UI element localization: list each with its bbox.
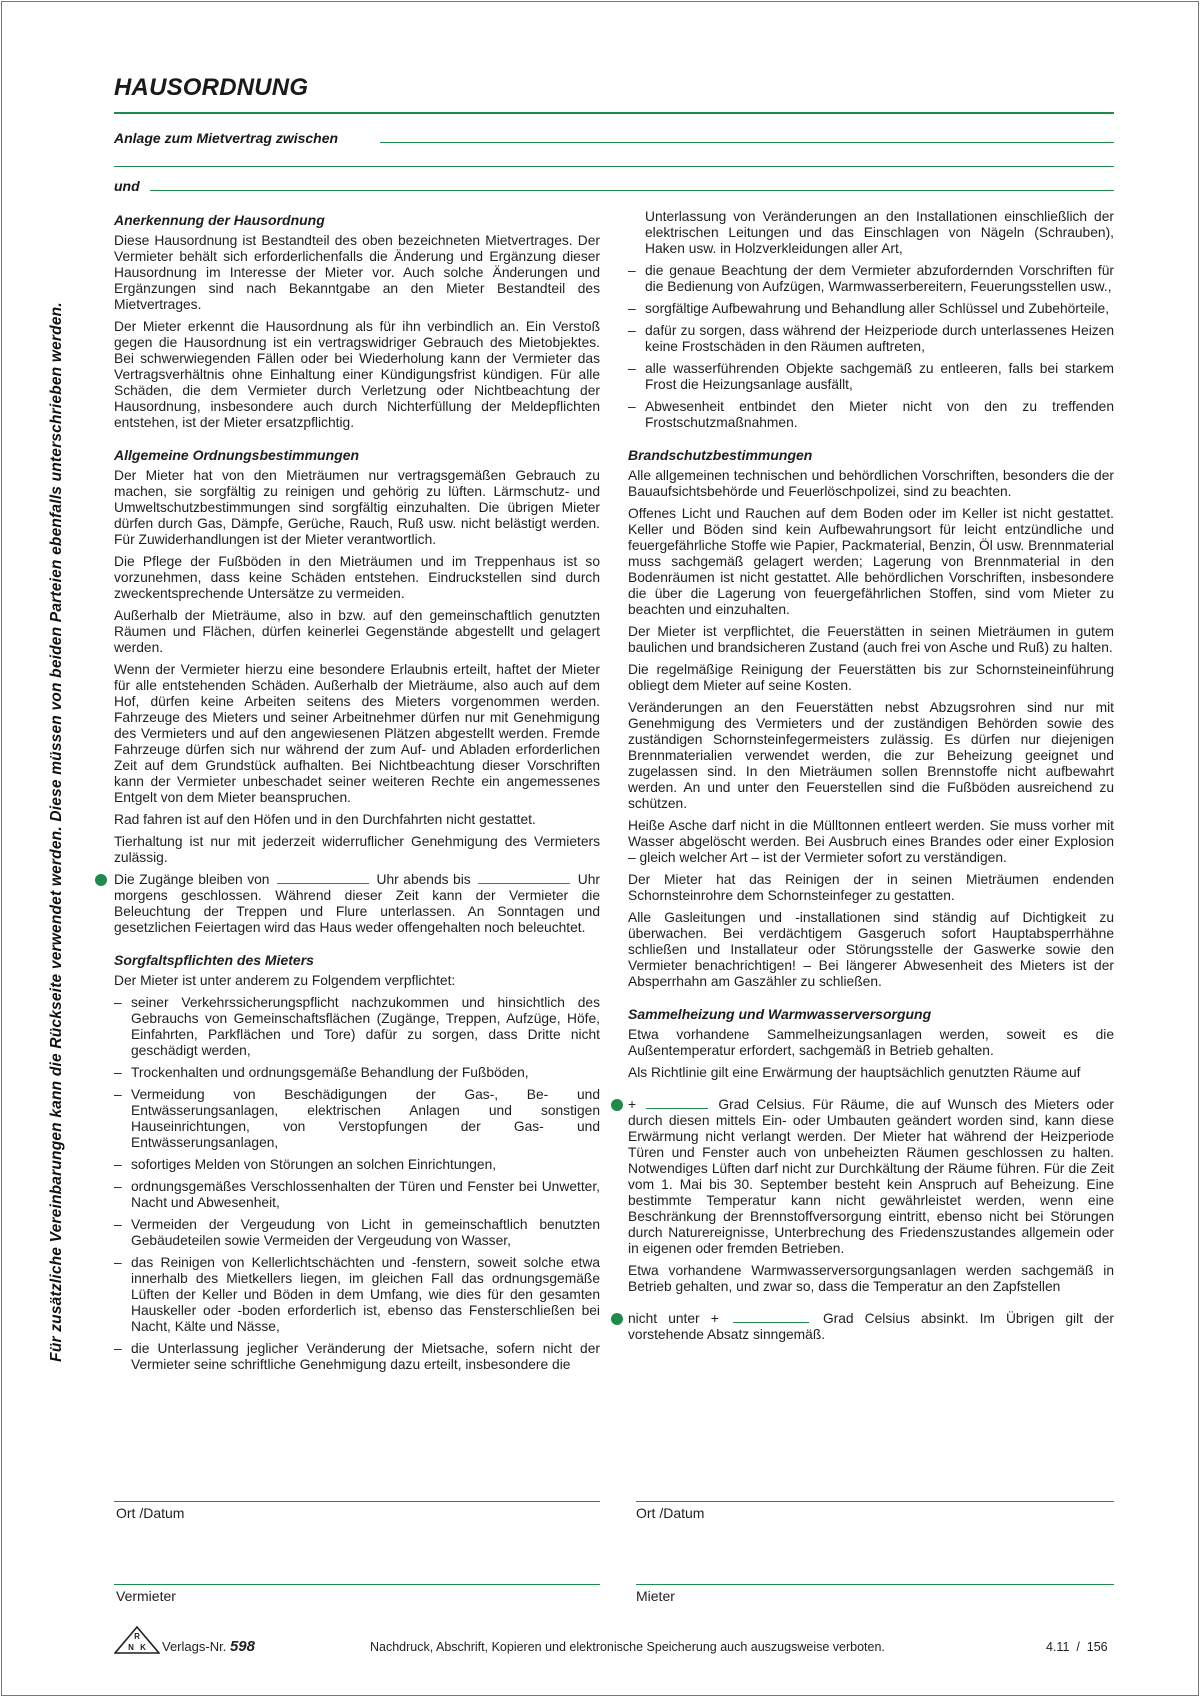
sorgfalt-list — [114, 995, 600, 1373]
side-note: Für zusätzliche Vereinbarungen kann die Rückseite verwendet werden. Diese müssen von beiden Parteien ebenfalls unterschrieben werden. — [48, 302, 65, 1362]
list-item: – seiner Verkehrssicherungspflicht nachzukommen und hinsichtlich des Gebrauchs von Gemeinschaftsflächen (Zugänge, Treppen, Aufzüge, Höfe, Einfahrten, Parkflächen und Tore) dafür zu sorgen, dass Dritte nicht geschädigt werden, — [114, 995, 600, 1059]
list-item: – die Unterlassung jeglicher Veränderung der Mietsache, sofern nicht der Vermieter seine schriftliche Genehmigung dazu erteilt, insbesondere die — [114, 1341, 600, 1373]
closing-time-morning-blank[interactable] — [478, 872, 570, 884]
list-item: – die genaue Beachtung der dem Vermieter abzufordernden Vorschriften für die Bedienung von Aufzügen, Warmwasserbereitern, Feuerungsstellen usw., — [628, 263, 1114, 295]
party-line-2[interactable] — [114, 166, 1114, 167]
brandschutz-p2: Offenes Licht und Rauchen auf dem Boden oder im Keller ist nicht gestattet. Keller und Böden sind kein Aufbewahrungsort für leicht entzündliche und feuergefährliche Stoffe wie Papier, Packmaterial, Benzin, Öl usw. Brennmaterial muss sachgemäß gelagert werden; Lagerung von Brennmaterial in den Bodenräumen ist nicht gestattet. Alle behördlichen Vorschriften, insbesondere die über die Lagerung von feuergefährlichen Stoffen, sind vom Mieter zu beachten und einzuhalten. — [628, 506, 1114, 617]
heizung-p4: Etwa vorhandene Warmwasserversorgungsanlagen werden sachgemäß in Betrieb gehalten, und zwar so, dass die Temperatur an den Zapfstellen — [628, 1263, 1114, 1294]
fill-marker-dot — [611, 1099, 623, 1111]
right-place-date-line[interactable] — [636, 1501, 1114, 1502]
left-place-date-line[interactable] — [114, 1501, 600, 1502]
list-item: – sorgfältige Aufbewahrung und Behandlung aller Schlüssel und Zubehörteile, — [628, 301, 1114, 317]
list-item: – Trockenhalten und ordnungsgemäße Behandlung der Fußböden, — [114, 1065, 600, 1081]
closing-time-evening-blank[interactable] — [277, 872, 369, 884]
verlag-label: Verlags-Nr. — [162, 1639, 227, 1654]
heading-brandschutz: Brandschutzbestimmungen — [628, 447, 813, 463]
warmwasser-text-b: Grad Celsius absinkt. Im Übrigen gilt der vorstehende Absatz sinngemäß. — [628, 1311, 1114, 1342]
brandschutz-p4: Die regelmäßige Reinigung der Feuerstätten bis zur Schornsteineinführung obliegt dem Mieter auf seine Kosten. — [628, 662, 1114, 693]
heading-heizung: Sammelheizung und Warmwasserversorgung — [628, 1006, 932, 1022]
zugaenge-text-a: Die Zugänge bleiben von — [114, 872, 270, 887]
heizung-p1: Etwa vorhandene Sammelheizungsanlagen werden, soweit es die Außentemperatur erfordert, sachgemäß in Betrieb gehalten. — [628, 1027, 1114, 1058]
copyright-notice: Nachdruck, Abschrift, Kopieren und elektronische Speicherung auch auszugsweise verboten. — [370, 1640, 885, 1654]
tenant-signature-line[interactable] — [636, 1584, 1114, 1585]
allgemein-p3: Außerhalb der Mieträume, also in bzw. auf den gemeinschaftlich genutzten Räumen und Flächen, dürfen keinerlei Gegenstände abgestellt und gelagert werden. — [114, 608, 600, 655]
publisher-logo-icon — [114, 1626, 160, 1654]
brandschutz-p1: Alle allgemeinen technischen und behördlichen Vorschriften, besonders die der Bauaufsichtsbehörde und Feuerlöschpolizei, sind zu beachten. — [628, 468, 1114, 499]
fill-marker-dot — [95, 874, 107, 886]
party-line-1[interactable] — [380, 142, 1114, 143]
list-item: – Vermeidung von Beschädigungen der Gas-, Be- und Entwässerungsanlagen, elektrischen Anlagen und sonstigen Hauseinrichtungen, von Verstopfungen der Gas- und Entwässerungsanlagen, — [114, 1087, 600, 1151]
sorgfalt-list-continued — [628, 263, 1114, 431]
brandschutz-p8: Alle Gasleitungen und -installationen sind ständig auf Dichtigkeit zu überwachen. Bei verdächtigem Gasgeruch sofort Hauptabsperrhähne schließen und Installateur oder Störungsstelle der Gaswerke sowie den Vermieter benachrichtigen! – Bei längerer Abwesenheit des Mieters ist der Absperrhahn am Gaszähler zu schließen. — [628, 910, 1114, 989]
heizung-text: Grad Celsius. Für Räume, die auf Wunsch des Mieters oder durch diesen mittels Ein- oder Umbauten geändert worden sind, kann diese Erwärmung nicht verlangt werden. Der Mieter hat während der Heizperiode Türen und Fenster auch von unbeheizten Räumen geschlossen zu halten. Notwendiges Lüften darf nicht zur Durchkältung der Räume führen. Für die Zeit vom 1. Mai bis 30. September besteht kein Anspruch auf Beheizung. Eine bestimmte Temperatur kann nicht gewährleistet werden, wenn eine Beschränkung der Brennstoffversorgung eintritt, ebenso nicht bei Störungen durch Naturereignisse, Unterbrechung des Friedenszustandes allgemein oder in eigenen oder fremden Betrieben. — [628, 1097, 1114, 1256]
brandschutz-p6: Heiße Asche darf nicht in die Mülltonnen entleert werden. Sie muss vorher mit Wasser abgelöscht werden. Bei Ausbruch eines Brandes oder einer Explosion – gleich welcher Art – ist der Vermieter sofort zu verständigen. — [628, 818, 1114, 865]
allgemein-p2: Die Pflege der Fußböden in den Mieträumen und im Treppenhaus ist so vorzunehmen, dass keine Schäden entstehen. Eindruckstellen sind durch zweckentsprechende Untersätze zu vermeiden. — [114, 554, 600, 601]
warmwasser-text-a: nicht unter + — [628, 1311, 719, 1326]
publisher-number — [162, 1638, 255, 1655]
sorgfalt-continuation: Unterlassung von Veränderungen an den Installationen einschließlich der elektrischen Leitungen und das Einschlagen von Nägeln (Schrauben), Haken usw. in Holzverkleidungen aller Art, — [645, 209, 1114, 256]
sorgfalt-intro: Der Mieter ist unter anderem zu Folgendem verpflichtet: — [114, 973, 456, 988]
left-column — [114, 212, 600, 1379]
heizung-temperature-paragraph — [628, 1097, 1114, 1257]
brandschutz-p7: Der Mieter hat das Reinigen der in seinen Mieträumen endenden Schornsteinrohre dem Schornsteinfeger zu gestatten. — [628, 872, 1114, 903]
svg-text:N: N — [128, 1643, 134, 1652]
list-item: – Vermeiden der Vergeudung von Licht in gemeinschaftlich benutzten Gebäudeteilen sowie Vermeiden der Vergeudung von Wasser, — [114, 1217, 600, 1249]
svg-text:R: R — [134, 1632, 140, 1641]
landlord-signature-line[interactable] — [114, 1584, 600, 1585]
list-item: – das Reinigen von Kellerlichtschächten und -fenstern, soweit solche etwa innerhalb des Mietkellers liegen, im gleichen Fall das ordnungsgemäße Lüften der Keller und Böden in dem Umfang, wie dies für den gesamten Hauskeller oder -boden erforderlich ist, ebenso das Fensterschließen bei Nacht, Kälte und Nässe, — [114, 1255, 600, 1335]
brandschutz-p3: Der Mieter ist verpflichtet, die Feuerstätten in seinen Mieträumen in gutem baulichen und brandsicheren Zustand (auch frei von Asche und Ruß) zu halten. — [628, 624, 1114, 655]
zugaenge-text-c: Uhr morgens geschlossen. Während dieser Zeit kann der Vermieter die Beleuchtung der Treppen und Flure unterlassen. An Sonntagen und gesetzlichen Feiertagen wird das Haus weder offengehalten noch beleuchtet. — [114, 872, 600, 935]
right-column — [628, 209, 1114, 1349]
anerkennung-p1: Diese Hausordnung ist Bestandteil des oben bezeichneten Mietvertrages. Der Vermieter behält sich erforderlichenfalls die Änderung und Ergänzung dieser Hausordnung im Interesse der Mieter vor. Auch solche Änderungen und Ergänzungen sind nach Bekanntgabe an den Mieter Bestandteil des Mietvertrages. — [114, 233, 600, 312]
left-place-date-label: Ort /Datum — [116, 1505, 185, 1521]
heizung-plus: + — [628, 1097, 637, 1112]
heading-allgemein: Allgemeine Ordnungsbestimmungen — [114, 447, 360, 463]
list-item: – sofortiges Melden von Störungen an solchen Einrichtungen, — [114, 1157, 600, 1173]
tenant-label: Mieter — [636, 1588, 675, 1604]
zugaenge-paragraph — [114, 872, 600, 936]
heading-anerkennung: Anerkennung der Hausordnung — [114, 212, 325, 228]
allgemein-p6: Tierhaltung ist nur mit jederzeit widerruflicher Genehmigung des Vermieters zulässig. — [114, 834, 600, 865]
list-item: – dafür zu sorgen, dass während der Heizperiode durch unterlassenes Heizen keine Frostschäden in den Räumen auftreten, — [628, 323, 1114, 355]
zugaenge-text-b: Uhr abends bis — [376, 872, 471, 887]
right-place-date-label: Ort /Datum — [636, 1505, 705, 1521]
list-item: – ordnungsgemäßes Verschlossenhalten der Türen und Fenster bei Unwetter, Nacht und Abwesenheit, — [114, 1179, 600, 1211]
brandschutz-p5: Veränderungen an den Feuerstätten nebst Abzugsrohren sind nur mit Genehmigung des Vermieters und der zuständigen Behörden sowie des zuständigen Schornsteinfegermeisters zulässig. Es dürfen nur diejenigen Brennmaterialien verwendet werden, die zur Beheizung geeignet und zugelassen sind. In den Mieträumen sollen Brennstoffe nicht aufbewahrt werden. An und unter den Feuerstellen sind die Fußböden ausreichend zu schützen. — [628, 700, 1114, 811]
heizung-p2: Als Richtlinie gilt eine Erwärmung der hauptsächlich genutzten Räume auf — [628, 1065, 1081, 1080]
allgemein-p5: Rad fahren ist auf den Höfen und in den Durchfahrten nicht gestattet. — [114, 812, 536, 827]
landlord-label: Vermieter — [116, 1588, 176, 1604]
water-temperature-blank[interactable] — [733, 1311, 809, 1323]
title-rule — [114, 112, 1114, 114]
form-code: 4.11 / 156 — [1046, 1640, 1108, 1654]
heading-sorgfalt: Sorgfaltspflichten des Mieters — [114, 952, 314, 968]
svg-text:K: K — [140, 1643, 146, 1652]
room-temperature-blank[interactable] — [646, 1097, 708, 1109]
list-item: – alle wasserführenden Objekte sachgemäß zu entleeren, falls bei starkem Frost die Heizungsanlage ausfällt, — [628, 361, 1114, 393]
und-label: und — [114, 178, 140, 194]
anerkennung-p2: Der Mieter erkennt die Hausordnung als für ihn verbindlich an. Ein Verstoß gegen die Hausordnung ist ein vertragswidriger Gebrauch des Mietobjektes. Bei schwerwiegenden Fällen oder bei Wiederholung kann der Vermieter das Vertragsverhältnis ohne Einhaltung einer Kündigungsfrist kündigen. Für alle Schäden, die dem Vermieter durch Verletzung oder Nichtbeachtung der Hausordnung, insbesondere auch durch Nichterfüllung der Meldepflichten entstehen, ist der Mieter ersatzpflichtig. — [114, 319, 600, 430]
warmwasser-temperature-paragraph — [628, 1311, 1114, 1343]
allgemein-p1: Der Mieter hat von den Mieträumen nur vertragsgemäßen Gebrauch zu machen, sie sorgfältig zu reinigen und gehörig zu lüften. Lärmschutz- und Umweltschutzbestimmungen sind sorgfältig einzuhalten. Die übrigen Mieter dürfen durch Gas, Dämpfe, Gerüche, Rauch, Ruß usw. nicht belästigt werden. Für Zuwiderhandlungen ist der Mieter verantwortlich. — [114, 468, 600, 547]
anlage-label: Anlage zum Mietvertrag zwischen — [114, 130, 339, 146]
list-item: – Abwesenheit entbindet den Mieter nicht von den zu treffenden Frostschutzmaßnahmen. — [628, 399, 1114, 431]
party-line-3[interactable] — [150, 190, 1114, 191]
allgemein-p4: Wenn der Vermieter hierzu eine besondere Erlaubnis erteilt, haftet der Mieter für alle entstehenden Schäden. Außerhalb der Mieträume, also auch auf dem Hof, dürfen keine Arbeiten seitens des Mieters vorgenommen werden. Fahrzeuge des Mieters und seiner Arbeitnehmer dürfen nur mit Genehmigung des Vermieters und auf den angewiesenen Plätzen abgestellt werden. Fremde Fahrzeuge dürfen sich nur während der zum Auf- und Abladen erforderlichen Zeit auf dem Grundstück aufhalten. Bei Nichtbeachtung dieser Vorschriften kann der Vermieter unbeschadet seiner weiteren Rechte ein angemessenes Entgelt von dem Mieter beanspruchen. — [114, 662, 600, 805]
verlag-number: 598 — [229, 1638, 255, 1655]
fill-marker-dot — [611, 1313, 623, 1325]
page-title: HAUSORDNUNG — [114, 74, 309, 101]
